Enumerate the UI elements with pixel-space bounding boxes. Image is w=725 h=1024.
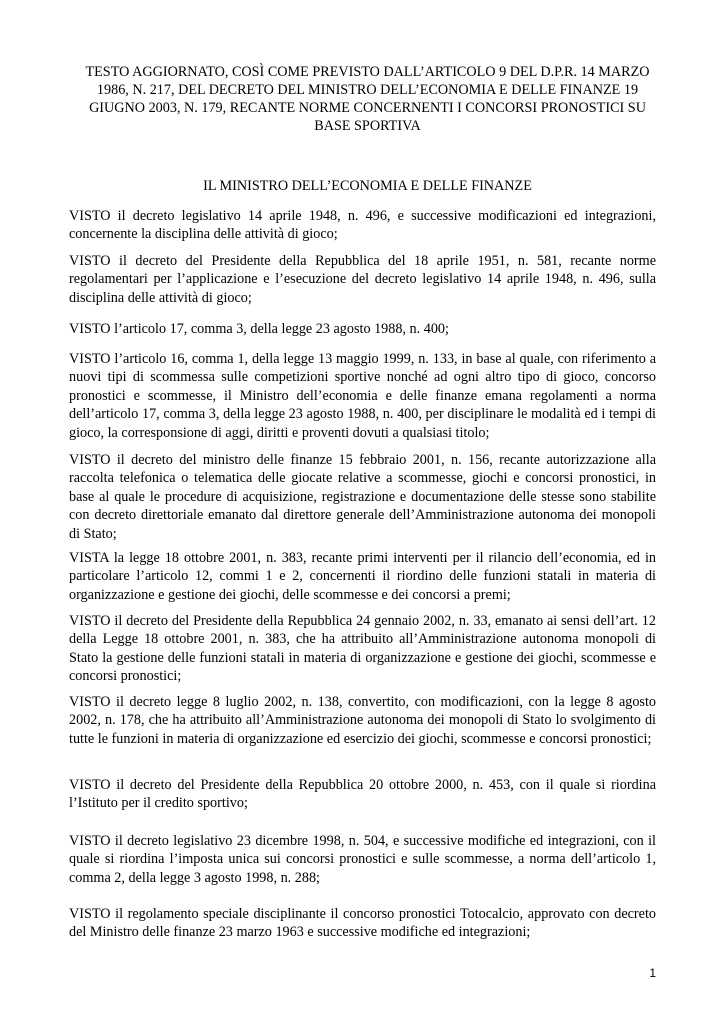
paragraph-6: VISTA la legge 18 ottobre 2001, n. 383, recante primi interventi per il rilancio dell’economia, ed in particolare l’articolo 12, commi 1 e 2, concernenti il riordino delle funzioni statali in materia di organizzazione e gestione dei giochi, delle scommesse e dei concorsi a premi; (69, 550, 656, 603)
section-heading: IL MINISTRO DELL’ECONOMIA E DELLE FINANZE (203, 178, 532, 194)
paragraph-11: VISTO il regolamento speciale disciplinante il concorso pronostici Totocalcio, approvato con decreto del Ministro delle finanze 23 marzo 1963 e successive modifiche ed integrazioni; (69, 906, 656, 941)
document-title: TESTO AGGIORNATO, COSÌ COME PREVISTO DALL’ARTICOLO 9 DEL D.P.R. 14 MARZO 1986, N. 217, DEL DECRETO DEL MINISTRO DELL’ECONOMIA E DELLE FINANZE 19 GIUGNO 2003, N. 179, RECANTE NORME CONCERNENTI I CONCORSI PRONOSTICI SU BASE SPORTIVA (85, 64, 650, 134)
paragraph-1: VISTO il decreto legislativo 14 aprile 1948, n. 496, e successive modificazioni ed integrazioni, concernente la disciplina delle attività di gioco; (69, 208, 656, 243)
paragraph-10: VISTO il decreto legislativo 23 dicembre 1998, n. 504, e successive modifiche ed integrazioni, con il quale si riordina l’imposta unica sui concorsi pronostici e sulle scommesse, a norma dell’articolo 1, comma 2, della legge 3 agosto 1998, n. 288; (69, 833, 656, 886)
paragraph-2: VISTO il decreto del Presidente della Repubblica del 18 aprile 1951, n. 581, recante norme regolamentari per l’applicazione e l’esecuzione del decreto legislativo 14 aprile 1948, n. 496, sulla disciplina delle attività di gioco; (69, 253, 656, 306)
paragraph-3: VISTO l’articolo 17, comma 3, della legge 23 agosto 1988, n. 400; (69, 321, 449, 337)
paragraph-9: VISTO il decreto del Presidente della Repubblica 20 ottobre 2000, n. 453, con il quale si riordina l’Istituto per il credito sportivo; (69, 777, 656, 812)
paragraph-5: VISTO il decreto del ministro delle finanze 15 febbraio 2001, n. 156, recante autorizzazione alla raccolta telefonica o telematica delle giocate relative a scommesse, giochi e concorsi pronostici, in base al quale le procedure di acquisizione, registrazione e documentazione delle stesse sono stabilite con decreto direttoriale emanato dal direttore generale dell’Amministrazione autonoma dei monopoli di Stato; (69, 452, 656, 542)
paragraph-8: VISTO il decreto legge 8 luglio 2002, n. 138, convertito, con modificazioni, con la legge 8 agosto 2002, n. 178, che ha attribuito all’Amministrazione autonoma dei monopoli di Stato lo svolgimento di tutte le funzioni in materia di organizzazione ed esercizio dei giochi, scommesse e concorsi pronostici; (69, 694, 656, 747)
paragraph-7: VISTO il decreto del Presidente della Repubblica 24 gennaio 2002, n. 33, emanato ai sensi dell’art. 12 della Legge 18 ottobre 2001, n. 383, che ha attribuito all’Amministrazione autonoma monopoli di Stato la gestione delle funzioni statali in materia di organizzazione e gestione dei giochi, scommesse e concorsi pronostici; (69, 613, 656, 685)
page-number: 1 (649, 966, 656, 980)
paragraph-4: VISTO l’articolo 16, comma 1, della legge 13 maggio 1999, n. 133, in base al quale, con riferimento a nuovi tipi di scommessa sulle competizioni sportive nonché ad ogni altro tipo di gioco, concorso pronostici e scommesse, il Ministro dell’economia e delle finanze emana regolamenti a norma dell’articolo 17, comma 3, della legge 23 agosto 1988, n. 400, per disciplinare le modalità ed i tempi di gioco, la corresponsione di aggi, diritti e proventi dovuti a qualsiasi titolo; (69, 351, 656, 441)
